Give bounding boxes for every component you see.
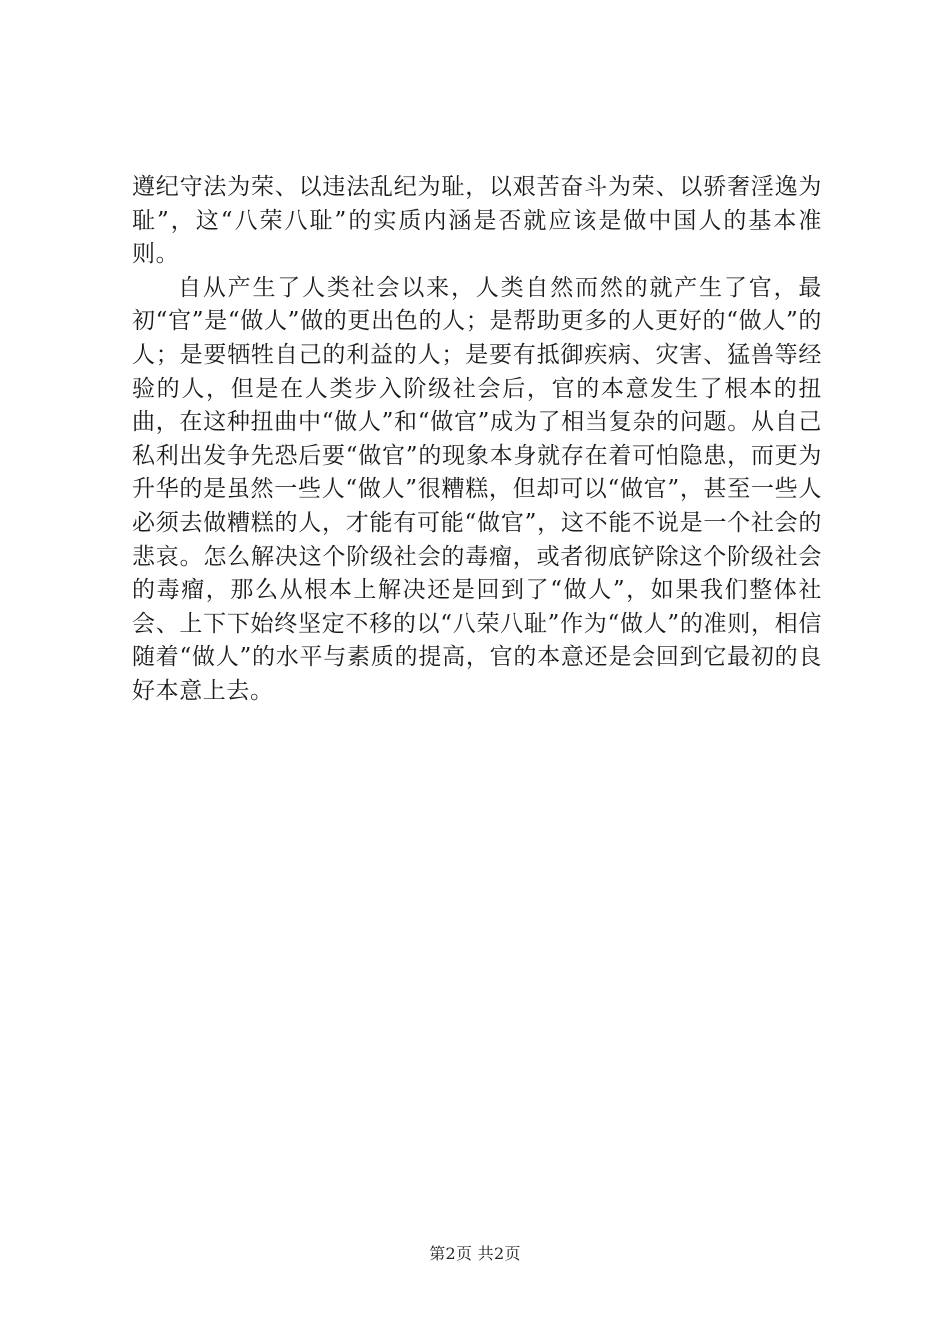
paragraph-1: 遵纪守法为荣、以违法乱纪为耻，以艰苦奋斗为荣、以骄奢淫逸为耻”，这“八荣八耻”的实质内涵是否就应该是做中国人的基本准则。 (132, 174, 822, 268)
page-footer: 第2页 共2页 (429, 1244, 521, 1263)
document-body (132, 171, 822, 709)
paragraph-2: 自从产生了人类社会以来，人类自然而然的就产生了官，最初“官”是“做人”做的更出色的人；是帮助更多的人更好的“做人”的人；是要牺牲自己的利益的人；是要有抵御疾病、灾害、猛兽等经验的人，但是在人类步入阶级社会后，官的本意发生了根本的扭曲，在这种扭曲中“做人”和“做官”成为了相当复杂的问题。从自己私利出发争先恐后要“做官”的现象本身就存在着可怕隐患，而更为升华的是虽然一些人“做人”很糟糕，但却可以“做官”，甚至一些人必须去做糟糕的人，才能有可能“做官”，这不能不说是一个社会的悲哀。怎么解决这个阶级社会的毒瘤，或者彻底铲除这个阶级社会的毒瘤，那么从根本上解决还是回到了“做人”，如果我们整体社会、上下下始终坚定不移的以“八荣八耻”作为“做人”的准则，相信随着“做人”的水平与素质的提高，官的本意还是会回到它最初的良好本意上去。 (132, 274, 822, 704)
